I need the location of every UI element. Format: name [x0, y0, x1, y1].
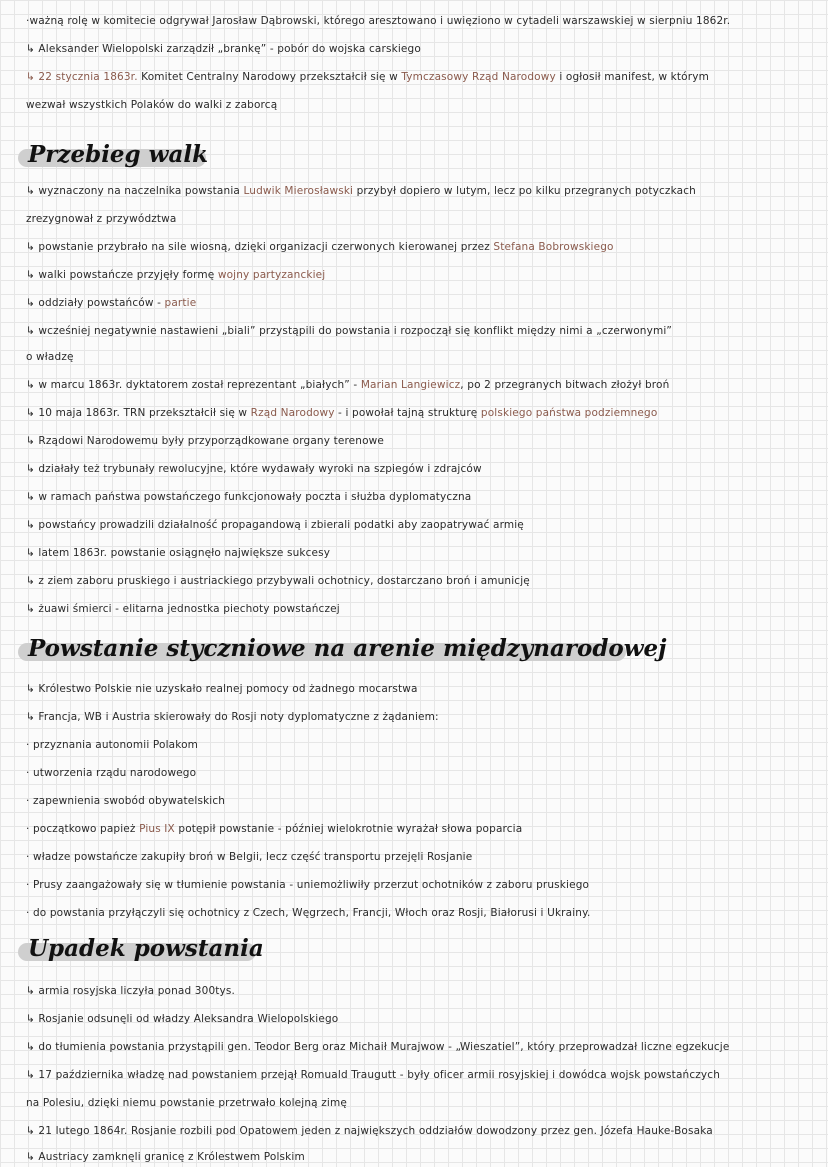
- intro-note-line: [26, 14, 822, 28]
- note-line: [26, 350, 822, 364]
- note-text: ↳ wyznaczony na naczelnika powstania: [26, 185, 244, 197]
- note-text: · Prusy zaangażowały się w tłumienie powstania - uniemożliwiły przerzut ochotników z zaboru pruskiego: [26, 879, 590, 891]
- note-text: ↳ 21 lutego 1864r. Rosjanie rozbili pod Opatowem jeden z największych oddziałów dowodzony przez gen. Józefa Hauke-Bosaka: [26, 1125, 713, 1137]
- highlighted-text: Rząd Narodowy: [250, 407, 335, 419]
- note-text: potępił powstanie - później wielokrotnie wyrażał słowa poparcia: [174, 823, 523, 835]
- highlighted-text: ↳ 22 stycznia 1863r.: [26, 71, 138, 83]
- highlighted-text: wojny partyzanckiej: [217, 269, 326, 281]
- note-line: [26, 324, 822, 338]
- note-line: [26, 822, 822, 836]
- note-line: [26, 1150, 822, 1164]
- highlighted-text: Marian Langiewicz: [360, 379, 461, 391]
- section-heading: [18, 934, 264, 964]
- note-text: ↳ Austriacy zamknęli granicę z Królestwem Polskim: [26, 1151, 305, 1163]
- highlighted-text: partie: [164, 297, 197, 309]
- note-text: - i powołał tajną strukturę: [334, 407, 481, 419]
- note-text: na Polesiu, dzięki niemu powstanie przetrwało kolejną zimę: [26, 1097, 347, 1109]
- note-text: ↳ Francja, WB i Austria skierowały do Rosji noty dyplomatyczne z żądaniem:: [26, 711, 439, 723]
- note-text: · do powstania przyłączyli się ochotnicy z Czech, Węgrzech, Francji, Włoch oraz Rosji, Białorusi i Ukrainy.: [26, 907, 591, 919]
- note-line: [26, 1096, 822, 1110]
- note-text: · władze powstańcze zakupiły broń w Belgii, lecz część transportu przejęli Rosjanie: [26, 851, 473, 863]
- note-text: o władzę: [26, 351, 74, 363]
- note-line: [26, 212, 822, 226]
- note-text: ↳ do tłumienia powstania przystąpili gen. Teodor Berg oraz Michaił Murajwow - „Wieszatiel”, który przeprowadzał liczne egzekucje: [26, 1041, 730, 1053]
- note-line: [26, 906, 822, 920]
- note-line: [26, 1040, 822, 1054]
- note-line: [26, 574, 822, 588]
- highlighted-text: polskiego państwa podziemnego: [480, 407, 658, 419]
- note-text: ↳ żuawi śmierci - elitarna jednostka piechoty powstańczej: [26, 603, 340, 615]
- note-text: ·ważną rolę w komitecie odgrywał Jarosław Dąbrowski, którego aresztowano i uwięziono w cytadeli warszawskiej w sierpniu 1862r.: [26, 15, 731, 27]
- intro-note-line: [26, 70, 822, 84]
- note-text: ↳ w marcu 1863r. dyktatorem został reprezentant „białych” -: [26, 379, 361, 391]
- note-line: [26, 378, 822, 392]
- note-text: ↳ oddziały powstańców -: [26, 297, 165, 309]
- section-title: Upadek powstania: [28, 935, 264, 962]
- note-line: [26, 240, 822, 254]
- note-line: [26, 406, 822, 420]
- note-text: ↳ latem 1863r. powstanie osiągnęło największe sukcesy: [26, 547, 331, 559]
- note-line: [26, 184, 822, 198]
- note-line: [26, 462, 822, 476]
- note-text: ↳ w ramach państwa powstańczego funkcjonowały poczta i służba dyplomatyczna: [26, 491, 472, 503]
- highlighted-text: Tymczasowy Rząd Narodowy: [401, 71, 556, 83]
- note-line: [26, 518, 822, 532]
- note-text: zrezygnował z przywództwa: [26, 213, 177, 225]
- note-text: ↳ Aleksander Wielopolski zarządził „brankę” - pobór do wojska carskiego: [26, 43, 421, 55]
- section-heading: [18, 140, 209, 170]
- note-text: ↳ 10 maja 1863r. TRN przekształcił się w: [26, 407, 251, 419]
- section-title: Powstanie styczniowe na arenie międzynarodowej: [28, 635, 667, 662]
- note-text: i ogłosił manifest, w którym: [555, 71, 709, 83]
- note-line: [26, 434, 822, 448]
- note-line: [26, 850, 822, 864]
- note-line: [26, 490, 822, 504]
- note-line: [26, 1124, 822, 1138]
- note-line: [26, 710, 822, 724]
- note-line: [26, 984, 822, 998]
- note-text: ↳ wcześniej negatywnie nastawieni „biali” przystąpili do powstania i rozpoczął się konflikt między nimi a „czerwonymi”: [26, 325, 673, 337]
- note-text: , po 2 przegranych bitwach złożył broń: [460, 379, 670, 391]
- note-line: [26, 766, 822, 780]
- note-line: [26, 738, 822, 752]
- section-title: Przebieg walk: [28, 141, 209, 168]
- note-text: ↳ walki powstańcze przyjęły formę: [26, 269, 218, 281]
- note-line: [26, 602, 822, 616]
- note-text: ↳ działały też trybunały rewolucyjne, które wydawały wyroki na szpiegów i zdrajców: [26, 463, 482, 475]
- note-text: · początkowo papież: [26, 823, 140, 835]
- note-text: ↳ Królestwo Polskie nie uzyskało realnej pomocy od żadnego mocarstwa: [26, 683, 418, 695]
- note-text: przybył dopiero w lutym, lecz po kilku przegranych potyczkach: [353, 185, 696, 197]
- note-text: ↳ armia rosyjska liczyła ponad 300tys.: [26, 985, 236, 997]
- note-line: [26, 546, 822, 560]
- note-line: [26, 794, 822, 808]
- note-line: [26, 268, 822, 282]
- note-text: wezwał wszystkich Polaków do walki z zaborcą: [26, 99, 278, 111]
- note-text: ↳ Rządowi Narodowemu były przyporządkowane organy terenowe: [26, 435, 385, 447]
- note-line: [26, 1068, 822, 1082]
- note-text: ↳ powstanie przybrało na sile wiosną, dzięki organizacji czerwonych kierowanej przez: [26, 241, 494, 253]
- intro-note-line: [26, 42, 822, 56]
- intro-note-line: [26, 98, 822, 112]
- highlighted-text: Stefana Bobrowskiego: [493, 241, 614, 253]
- note-text: · przyznania autonomii Polakom: [26, 739, 199, 751]
- note-line: [26, 296, 822, 310]
- note-text: · zapewnienia swobód obywatelskich: [26, 795, 226, 807]
- note-text: ↳ z ziem zaboru pruskiego i austriackiego przybywali ochotnicy, dostarczano broń i amunicję: [26, 575, 530, 587]
- highlighted-text: Ludwik Mierosławski: [243, 185, 354, 197]
- note-line: [26, 682, 822, 696]
- note-text: ↳ 17 października władzę nad powstaniem przejął Romuald Traugutt - były oficer armii rosyjskiej i dowódca wojsk powstańczych: [26, 1069, 721, 1081]
- highlighted-text: Pius IX: [139, 823, 175, 835]
- note-text: ↳ powstańcy prowadzili działalność propagandową i zbierali podatki aby zaopatrywać armię: [26, 519, 524, 531]
- note-text: Komitet Centralny Narodowy przekształcił się w: [137, 71, 402, 83]
- note-line: [26, 878, 822, 892]
- note-text: ↳ Rosjanie odsunęli od władzy Aleksandra Wielopolskiego: [26, 1013, 339, 1025]
- note-text: · utworzenia rządu narodowego: [26, 767, 197, 779]
- section-heading: [18, 634, 667, 664]
- note-line: [26, 1012, 822, 1026]
